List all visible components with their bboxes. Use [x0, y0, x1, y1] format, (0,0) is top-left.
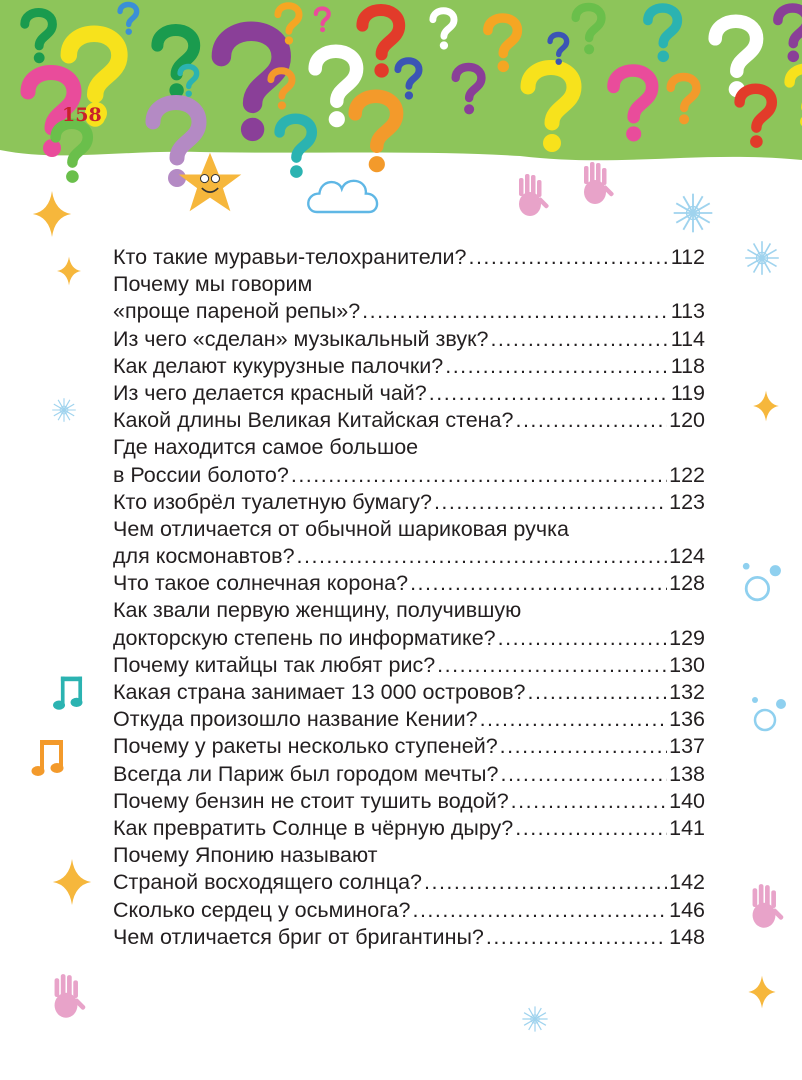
dot-leader: [437, 652, 667, 679]
dot-leader: [412, 897, 667, 924]
toc-entry[interactable]: [113, 842, 705, 896]
toc-entry-line: [113, 652, 705, 679]
sparkle-icon: [745, 975, 779, 1009]
toc-entry-page: 140: [669, 788, 705, 813]
snowflake-icon: [670, 190, 716, 236]
toc-entry-page: 114: [670, 326, 705, 351]
dot-leader: [511, 788, 667, 815]
smiling-star-icon: [176, 150, 244, 218]
question-mark-icon: [110, 0, 146, 36]
toc-entry-line: [113, 570, 705, 597]
toc-entry-title: Чем отличается бриг от бригантины?: [113, 924, 484, 949]
toc-entry-line: [113, 924, 705, 951]
toc-entry[interactable]: [113, 761, 705, 788]
toc-entry[interactable]: [113, 652, 705, 679]
sparkle-icon: [48, 858, 96, 906]
toc-entry[interactable]: [113, 271, 705, 325]
hand-print-icon: [738, 882, 790, 934]
toc-entry-title: Почему бензин не стоит тушить водой?: [113, 788, 509, 813]
toc-entry-page: 128: [669, 571, 705, 596]
toc-entry-page: 120: [669, 408, 705, 433]
music-note-icon: [48, 672, 94, 718]
toc-entry[interactable]: [113, 353, 705, 380]
toc-entry-title: Почему китайцы так любят рис?: [113, 652, 436, 677]
toc-entry-title: Откуда произошло название Кении?: [113, 707, 478, 732]
dot-leader: [468, 244, 668, 271]
toc-entry-line: [113, 897, 705, 924]
dot-leader: [500, 733, 667, 760]
toc-entry-line: [113, 380, 705, 407]
toc-entry-page: 112: [670, 245, 705, 269]
dot-leader: [515, 815, 667, 842]
toc-entry-page: 148: [669, 924, 705, 949]
toc-entry-line: [113, 788, 705, 815]
toc-entry-page: 132: [669, 680, 705, 704]
dot-leader: [434, 489, 667, 516]
toc-entry-title: Как превратить Солнце в чёрную дыру?: [113, 815, 514, 840]
toc-entry-title: Кто такие муравьи-телохранители?: [113, 245, 467, 269]
toc-entry-line: [113, 625, 705, 652]
dot-leader: [480, 706, 668, 733]
toc-entry-line: [113, 869, 705, 896]
dot-leader: [291, 462, 667, 489]
page-number: 158: [62, 104, 102, 126]
sparkle-icon: [750, 390, 782, 422]
toc-entry[interactable]: [113, 516, 705, 570]
sparkle-icon: [28, 190, 76, 238]
toc-entry-line: [113, 706, 705, 733]
toc-entry-title: докторскую степень по информатике?: [113, 625, 496, 650]
dot-leader: [527, 679, 667, 706]
toc-entry[interactable]: [113, 897, 705, 924]
toc-entry-page: 113: [670, 299, 705, 324]
toc-entry-title: Всегда ли Париж был городом мечты?: [113, 761, 499, 786]
toc-entry-page: 122: [669, 462, 705, 487]
toc-entry-page: 123: [669, 489, 705, 514]
toc-entry-title: Какой длины Великая Китайская стена?: [113, 408, 514, 433]
toc-entry[interactable]: [113, 380, 705, 407]
cloud-icon: [305, 160, 385, 240]
question-mark-icon: [420, 5, 466, 51]
toc-entry-page: 136: [669, 707, 705, 732]
toc-entry-title: для космонавтов?: [113, 544, 295, 569]
toc-entry-title-line: Почему Японию называют: [113, 843, 378, 868]
toc-entry-title: Сколько сердец у осьминога?: [113, 897, 411, 922]
toc-entry-page: 146: [669, 897, 705, 922]
toc-entry-line: [113, 815, 705, 842]
toc-entry-page: 138: [669, 761, 705, 786]
question-mark-icon: [760, 0, 802, 64]
snowflake-icon: [742, 238, 782, 278]
toc-entry-page: 118: [670, 353, 705, 378]
toc-entry-line: [113, 353, 705, 380]
dot-leader: [500, 761, 667, 788]
toc-entry-page: 119: [670, 380, 705, 405]
dot-leader: [486, 924, 667, 951]
toc-entry-title: Как делают кукурузные палочки?: [113, 353, 444, 378]
toc-entry-line: [113, 244, 705, 271]
hand-print-icon: [570, 160, 620, 210]
dot-leader: [410, 570, 667, 597]
toc-entry[interactable]: [113, 706, 705, 733]
toc-entry-page: 141: [669, 815, 705, 840]
toc-entry-page: 130: [669, 652, 705, 677]
toc-entry-line: [113, 733, 705, 760]
toc-entry-title: Какая страна занимает 13 000 островов?: [113, 680, 526, 704]
toc-entry-title: Почему у ракеты несколько ступеней?: [113, 734, 498, 759]
toc-entry-title: в России болото?: [113, 462, 289, 487]
toc-entry[interactable]: [113, 244, 705, 271]
question-mark-icon: [560, 0, 616, 56]
dot-leader: [362, 298, 669, 325]
bubbles-icon: [735, 555, 791, 611]
toc-entry-line: [113, 679, 705, 706]
toc-entry[interactable]: [113, 434, 705, 488]
toc-entry[interactable]: [113, 489, 705, 516]
toc-entry-page: 129: [669, 625, 705, 650]
music-note-icon: [26, 735, 76, 785]
toc-entry-title-line: Почему мы говорим: [113, 272, 313, 297]
dot-leader: [429, 380, 669, 407]
toc-entry-line: [113, 543, 705, 570]
toc-entry[interactable]: [113, 733, 705, 760]
toc-entry-title: «проще пареной репы»?: [113, 299, 361, 324]
dot-leader: [297, 543, 668, 570]
question-mark-icon: [308, 5, 336, 33]
snowflake-icon: [520, 1004, 550, 1034]
toc-entry-line: [113, 326, 705, 353]
toc-entry-title: Что такое солнечная корона?: [113, 571, 409, 596]
toc-entry[interactable]: [113, 788, 705, 815]
toc-entry-page: 137: [669, 734, 705, 759]
toc-entry-line: [113, 462, 705, 489]
dot-leader: [490, 326, 668, 353]
dot-leader: [445, 353, 669, 380]
toc-entry[interactable]: [113, 326, 705, 353]
question-mark-icon: [500, 55, 600, 155]
dot-leader: [515, 407, 667, 434]
toc-entry-page: 142: [669, 870, 705, 895]
toc-entry[interactable]: [113, 407, 705, 434]
question-mark-icon: [770, 60, 802, 130]
snowflake-icon: [50, 396, 78, 424]
toc-entry-title: Из чего делается красный чай?: [113, 380, 427, 405]
question-mark-icon: [630, 0, 694, 64]
hand-print-icon: [40, 972, 92, 1024]
dot-leader: [498, 625, 668, 652]
toc-entry-title-line: Чем отличается от обычной шариковая ручка: [113, 516, 569, 541]
toc-entry-title: Из чего «сделан» музыкальный звук?: [113, 326, 489, 351]
dot-leader: [424, 869, 667, 896]
question-mark-icon: [385, 55, 431, 101]
toc-entry-line: [113, 489, 705, 516]
sparkle-icon: [54, 256, 84, 286]
toc-entry[interactable]: [113, 597, 705, 651]
toc-entry[interactable]: [113, 570, 705, 597]
bubbles-icon: [745, 690, 795, 740]
toc-entry-line: [113, 407, 705, 434]
toc-entry[interactable]: [113, 815, 705, 842]
question-mark-icon: [265, 0, 311, 46]
toc-entry-title-line: Где находится самое большое: [113, 435, 419, 460]
toc-entry[interactable]: [113, 924, 705, 951]
toc-entry-line: [113, 298, 705, 325]
toc-entry-title: Кто изобрёл туалетную бумагу?: [113, 489, 432, 514]
table-of-contents: [113, 244, 705, 951]
toc-entry[interactable]: [113, 679, 705, 706]
toc-entry-title-line: Как звали первую женщину, получившую: [113, 598, 522, 623]
toc-entry-line: [113, 761, 705, 788]
hand-print-icon: [505, 172, 555, 222]
toc-entry-page: 124: [669, 544, 705, 569]
toc-entry-title: Страной восходящего солнца?: [113, 870, 422, 895]
